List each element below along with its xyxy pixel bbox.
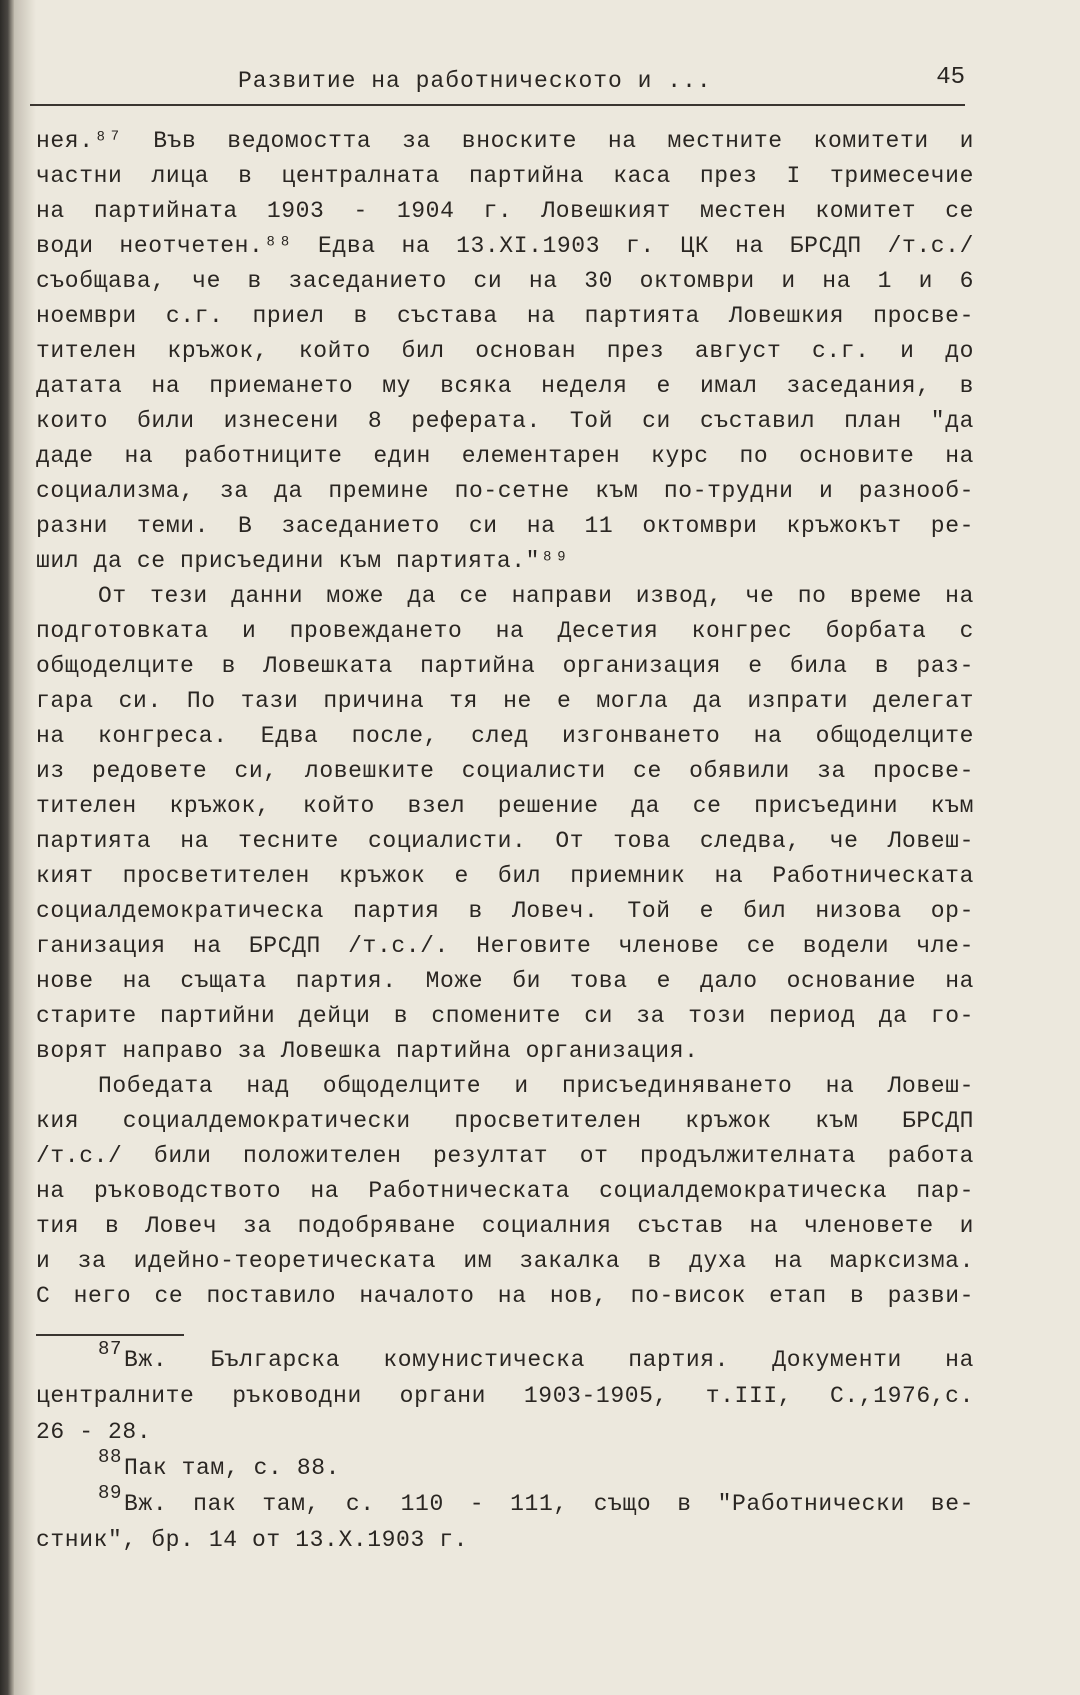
text-line: нове на същата партия. Може би това е дало основание на (36, 968, 974, 994)
text-line: тия в Ловеч за подобряване социалния състав на членовете и (36, 1213, 974, 1239)
text-line: из редовете си, ловешките социалисти се обявили за просве- (36, 758, 974, 784)
text-line: старите партийни дейци в спомените си за този период да го- (36, 1003, 974, 1029)
text-line: води неотчетен.⁸⁸ Едва на 13.XI.1903 г. ЦК на БРСДП /т.с./ (36, 233, 974, 259)
footnotes (36, 1338, 974, 1558)
text-line: кия социалдемократически просветителен кръжок към БРСДП (36, 1108, 974, 1134)
footnote-divider (36, 1334, 184, 1336)
text-line: които били изнесени 8 реферата. Той си съставил план "да (36, 408, 974, 434)
text-line: разни теми. В заседанието си на 11 октомври кръжокът ре- (36, 513, 974, 539)
text-line: партията на тесните социалисти. От това следва, че Ловеш- (36, 828, 974, 854)
text-line: нея.⁸⁷ Във ведомостта за вноските на местните комитети и (36, 128, 974, 154)
footnote-marker: 89 (98, 1482, 123, 1504)
running-title: Развитие на работническото и ... (238, 68, 712, 94)
footnote-line: 26 - 28. (36, 1419, 152, 1445)
body-text (36, 124, 974, 1314)
footnote-line: стник", бр. 14 от 13.X.1903 г. (36, 1527, 469, 1553)
text-line: даде на работниците един елементарен курс по основите на (36, 443, 974, 469)
text-line: Победата над общоделците и присъединяването на Ловеш- (98, 1073, 974, 1099)
footnote-text: Вж. Българска комунистическа партия. Документи на (124, 1347, 974, 1373)
text-line: ганизация на БРСДП /т.с./. Неговите членове се водели чле- (36, 933, 974, 959)
text-line: подготовката и провеждането на Десетия конгрес борбата с (36, 618, 974, 644)
text-line: ноември с.г. приел в състава на партията Ловешкия просве- (36, 303, 974, 329)
text-line: социалдемократическа партия в Ловеч. Той е бил низова ор- (36, 898, 974, 924)
text-line: и за идейно-теоретическата им закалка в духа на марксизма. (36, 1248, 974, 1274)
text-line: датата на приемането му всяка неделя е имал заседания, в (36, 373, 974, 399)
text-line: От тези данни може да се направи извод, че по време на (98, 583, 974, 609)
text-line: С него се поставило началото на нов, по-висок етап в разви- (36, 1283, 974, 1309)
text-line: на партийната 1903 - 1904 г. Ловешкият местен комитет се (36, 198, 974, 224)
text-line: социализма, за да премине по-сетне към по-трудни и разнооб- (36, 478, 974, 504)
footnote-88 (36, 1446, 974, 1486)
text-line: общоделците в Ловешката партийна организация е била в раз- (36, 653, 974, 679)
text-line: кият просветителен кръжок е бил приемник на Работническата (36, 863, 974, 889)
running-head (30, 64, 965, 106)
footnote-marker: 88 (98, 1446, 123, 1468)
text-line: гара си. По тази причина тя не е могла да изпрати делегат (36, 688, 974, 714)
text-line: шил да се присъедини към партията."⁸⁹ (36, 548, 569, 574)
text-line: тителен кръжок, който бил основан през август с.г. и до (36, 338, 974, 364)
footnote-87 (36, 1338, 974, 1378)
footnote-text: Пак там, с. 88. (124, 1455, 341, 1481)
page-number: 45 (936, 64, 965, 91)
text-line: /т.с./ били положителен резултат от продължителната работа (36, 1143, 974, 1169)
text-line: частни лица в централната партийна каса през I тримесечие (36, 163, 974, 189)
footnote-89 (36, 1482, 974, 1522)
footnote-line: централните ръководни органи 1903-1905, т.III, С.,1976,с. (36, 1383, 974, 1409)
footnote-text: Вж. пак там, с. 110 - 111, също в "Работнически ве- (124, 1491, 974, 1517)
text-line: ворят направо за Ловешка партийна организация. (36, 1038, 699, 1064)
footnote-marker: 87 (98, 1338, 123, 1360)
text-line: тителен кръжок, който взел решение да се присъедини към (36, 793, 974, 819)
text-line: на ръководството на Работническата социалдемократическа пар- (36, 1178, 974, 1204)
text-line: на конгреса. Едва после, след изгонването на общоделците (36, 723, 974, 749)
text-line: съобщава, че в заседанието си на 30 октомври и на 1 и 6 (36, 268, 974, 294)
